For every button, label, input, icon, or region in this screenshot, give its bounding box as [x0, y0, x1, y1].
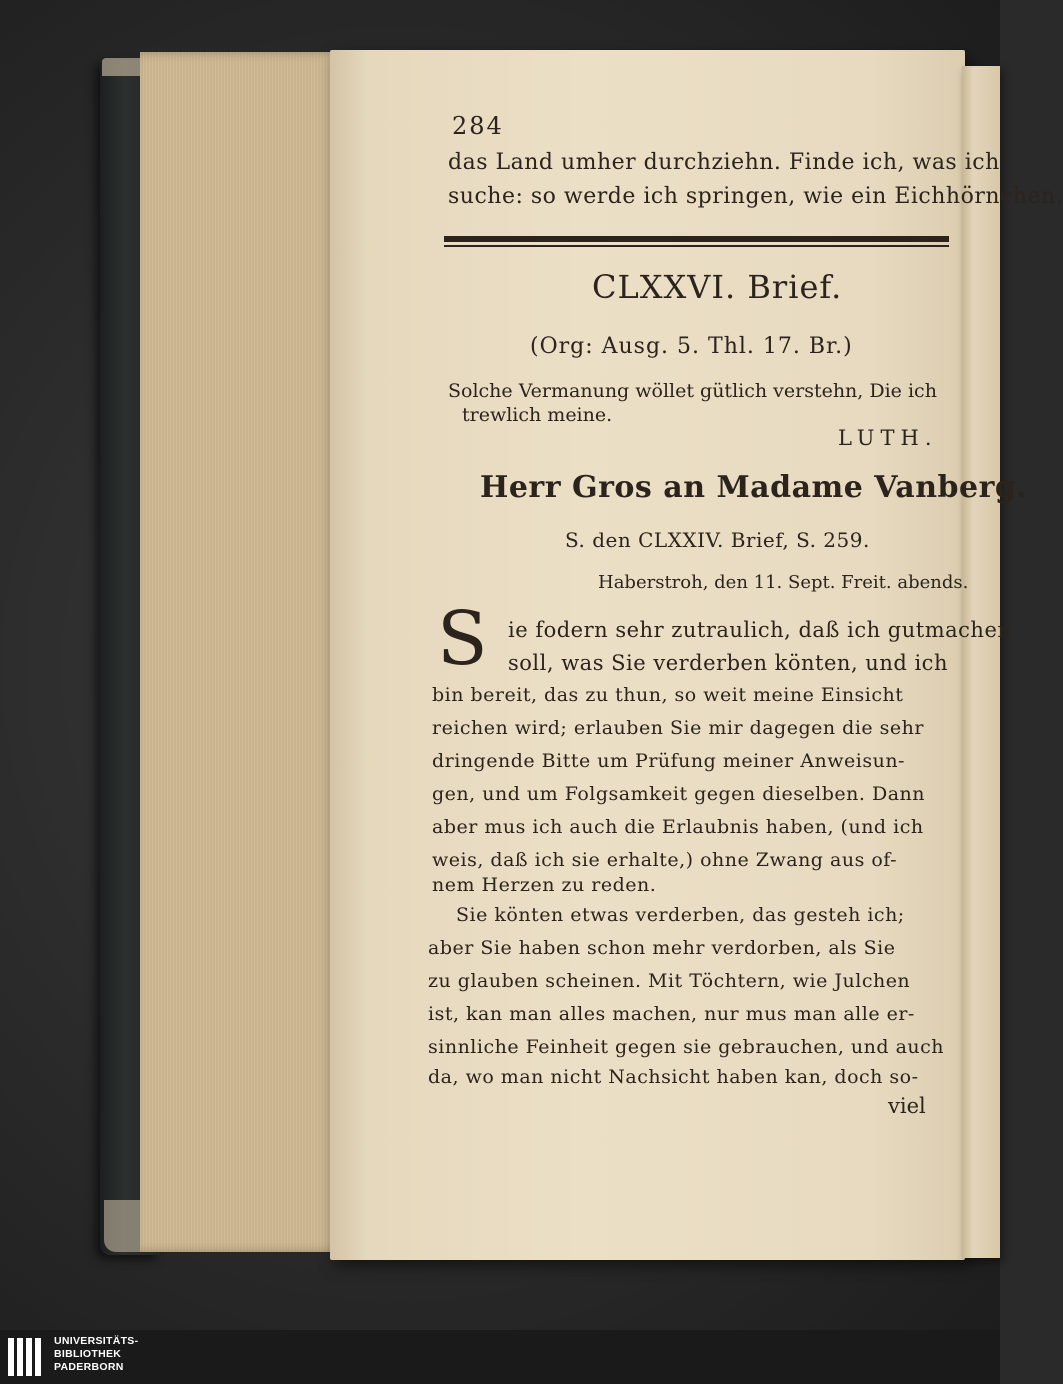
- catchword: viel: [888, 1094, 926, 1118]
- page-edges: [140, 52, 355, 1252]
- text-line: aber Sie haben schon mehr verdorben, als Sie: [428, 937, 896, 959]
- text-line: da, wo man nicht Nachsicht haben kan, doch so-: [428, 1066, 919, 1088]
- motto-author: LUTH.: [838, 426, 938, 450]
- text-line: weis, daß ich sie erhalte,) ohne Zwang aus of-: [432, 849, 898, 871]
- section-rule: [444, 245, 949, 247]
- edition-reference: (Org: Ausg. 5. Thl. 17. Br.): [530, 334, 853, 359]
- motto-line: trewlich meine.: [462, 404, 613, 426]
- library-name-line: UNIVERSITÄTS-: [54, 1335, 139, 1347]
- text-line: aber mus ich auch die Erlaubnis haben, (und ich: [432, 816, 924, 838]
- drop-cap: S: [437, 596, 488, 682]
- text-line: reichen wird; erlauben Sie mir dagegen die sehr: [432, 717, 924, 739]
- viewer-footer: [0, 1330, 1000, 1384]
- letter-heading: Herr Gros an Madame Vanberg.: [480, 470, 1028, 505]
- page-number: 284: [452, 112, 504, 140]
- library-logo-icon: [6, 1336, 46, 1378]
- motto-line: Solche Vermanung wöllet gütlich verstehn, Die ich: [448, 380, 937, 402]
- cross-reference: S. den CLXXIV. Brief, S. 259.: [565, 528, 870, 552]
- text-line: suche: so werde ich springen, wie ein Eichhörnchen.: [448, 184, 1063, 209]
- facing-page-edge: [962, 66, 1000, 1258]
- text-line: bin bereit, das zu thun, so weit meine Einsicht: [432, 684, 904, 706]
- text-line: Sie könten etwas verderben, das gesteh ich;: [456, 904, 905, 926]
- text-line: soll, was Sie verderben könten, und ich: [508, 651, 948, 675]
- library-name-line: PADERBORN: [54, 1361, 124, 1373]
- text-line: ie fodern sehr zutraulich, daß ich gutmachen: [508, 618, 1012, 642]
- text-line: gen, und um Folgsamkeit gegen dieselben. Dann: [432, 783, 926, 805]
- dateline: Haberstroh, den 11. Sept. Freit. abends.: [598, 572, 969, 593]
- text-line: nem Herzen zu reden.: [432, 874, 657, 896]
- text-line: das Land umher durchziehn. Finde ich, was ich: [448, 150, 1000, 175]
- text-line: sinnliche Feinheit gegen sie gebrauchen, und auch: [428, 1036, 945, 1058]
- text-line: ist, kan man alles machen, nur mus man alle er-: [428, 1003, 915, 1025]
- letter-title: CLXXVI. Brief.: [592, 268, 843, 306]
- text-line: dringende Bitte um Prüfung meiner Anweisun-: [432, 750, 905, 772]
- library-name-line: BIBLIOTHEK: [54, 1348, 122, 1360]
- text-line: zu glauben scheinen. Mit Töchtern, wie Julchen: [428, 970, 911, 992]
- section-rule: [444, 236, 949, 242]
